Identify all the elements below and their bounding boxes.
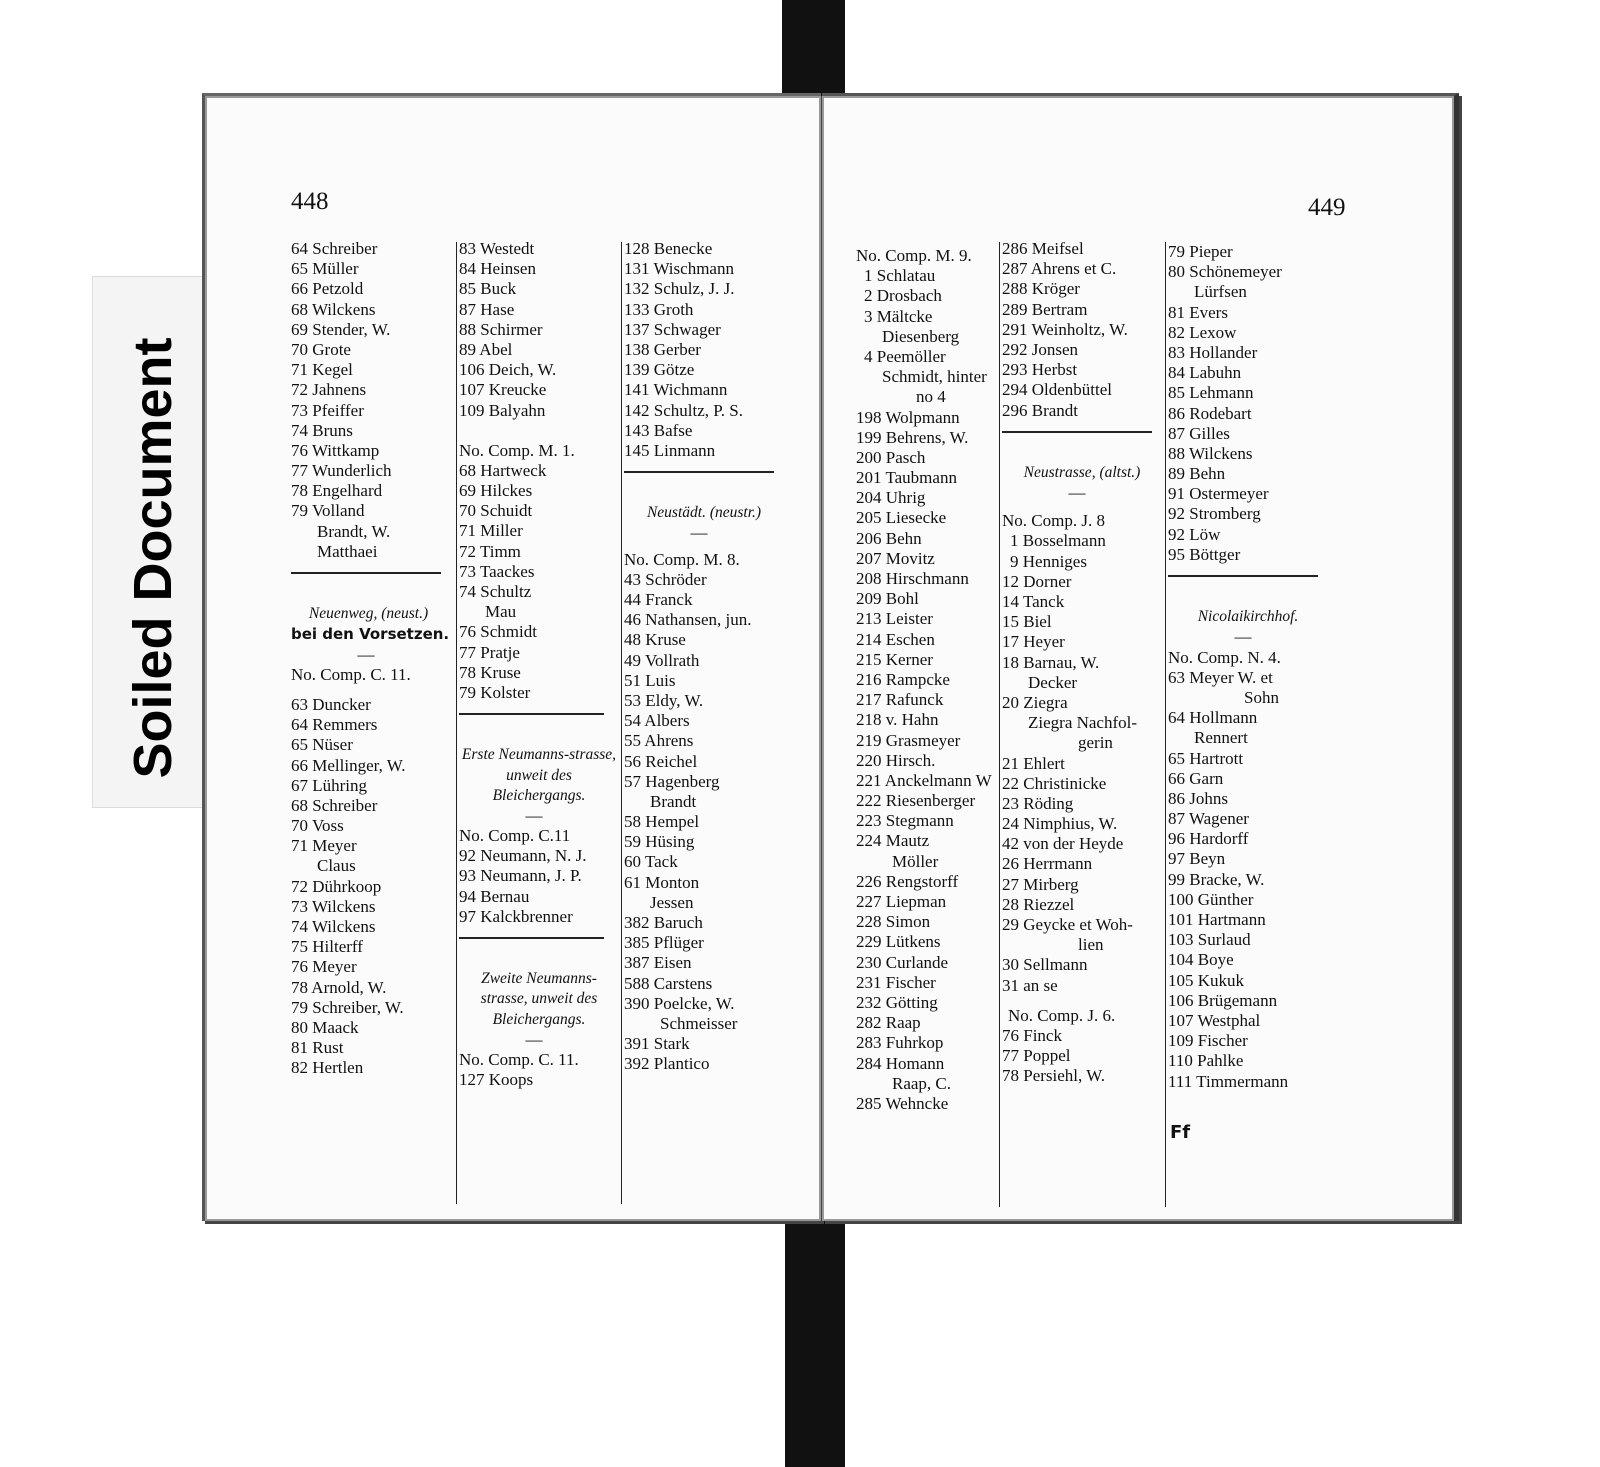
compartment-header: No. Comp. J. 6. xyxy=(1008,1005,1116,1025)
spacer xyxy=(459,421,619,441)
column-divider xyxy=(1165,242,1166,1207)
entry: 2 Drosbach xyxy=(864,286,942,306)
entry: 44 Franck xyxy=(624,590,693,610)
entry-continuation: Decker xyxy=(1028,672,1078,692)
entry: 214 Eschen xyxy=(856,629,935,649)
left-page xyxy=(202,93,821,1221)
entry: 66 Mellinger, W. xyxy=(291,755,406,775)
entry: 79 Kolster xyxy=(459,682,531,702)
entry: 14 Tanck xyxy=(1002,592,1065,612)
entry-continuation: Rennert xyxy=(1194,728,1248,748)
entry: 232 Götting xyxy=(856,992,938,1012)
entry-continuation: Mau xyxy=(485,602,517,622)
label-text: Soiled Document xyxy=(123,337,183,779)
entry: 87 Gilles xyxy=(1168,423,1230,443)
entry: 74 Schultz xyxy=(459,582,532,601)
entry: 138 Gerber xyxy=(624,339,701,359)
entry: 392 Plantico xyxy=(624,1054,710,1074)
entry: 216 Rampcke xyxy=(856,669,950,689)
entry: 73 Wilckens xyxy=(291,896,376,916)
section-dash: — xyxy=(1234,627,1252,647)
entry: 107 Kreucke xyxy=(459,380,547,400)
entry: 57 Hagenberg xyxy=(624,771,720,791)
entry: 105 Kukuk xyxy=(1168,970,1245,990)
column-divider xyxy=(456,242,457,1204)
entry: 72 Jahnens xyxy=(291,380,367,400)
entry: 84 Heinsen xyxy=(459,259,536,279)
entry: 12 Dorner xyxy=(1002,571,1072,591)
section-title: Neustrasse, (altst.) xyxy=(1023,463,1141,481)
entry: 219 Grasmeyer xyxy=(856,730,961,750)
entry: 76 Finck xyxy=(1002,1025,1062,1045)
entry: 77 Pratje xyxy=(459,642,520,662)
entry: 293 Herbst xyxy=(1002,360,1078,380)
entry: 92 Neumann, N. J. xyxy=(459,846,587,866)
entry: 109 Fischer xyxy=(1168,1031,1248,1051)
spacer xyxy=(1002,503,1162,511)
entry: 92 Löw xyxy=(1168,524,1221,544)
entry-continuation: Schmeisser xyxy=(660,1013,738,1033)
entry: 78 Persiehl, W. xyxy=(1002,1066,1105,1086)
entry: 70 Grote xyxy=(291,339,351,359)
section-title: Neustädt. (neustr.) xyxy=(646,504,762,522)
entry: 127 Koops xyxy=(459,1070,534,1090)
entry: 92 Stromberg xyxy=(1168,504,1261,524)
section-dash: — xyxy=(525,805,543,825)
entry: 287 Ahrens et C. xyxy=(1002,259,1117,279)
column-divider xyxy=(999,242,1000,1207)
entry: 69 Hilckes xyxy=(459,481,533,501)
entry-continuation: Sohn xyxy=(1244,687,1279,707)
entry: 71 Kegel xyxy=(291,360,353,380)
entry: 83 Westedt xyxy=(459,239,535,258)
compartment-header: No. Comp. M. 9. xyxy=(856,246,972,265)
right-page xyxy=(822,93,1459,1221)
entry: 60 Tack xyxy=(624,852,678,872)
entry: 224 Mautz xyxy=(856,831,930,851)
entry: 82 Lexow xyxy=(1168,322,1237,342)
entry: 64 Remmers xyxy=(291,715,378,735)
entry: 71 Miller xyxy=(459,521,523,541)
section-rule xyxy=(624,471,774,493)
entry: 110 Pahlke xyxy=(1168,1051,1244,1071)
compartment-header: No. Comp. C. 11. xyxy=(291,664,411,684)
section-rule xyxy=(1002,431,1152,453)
entry: 96 Hardorff xyxy=(1168,829,1249,849)
entry: 18 Barnau, W. xyxy=(1002,652,1100,672)
entry: 54 Albers xyxy=(624,711,690,731)
entry: 27 Mirberg xyxy=(1002,874,1079,894)
entry: 78 Kruse xyxy=(459,662,521,682)
entry: 30 Sellmann xyxy=(1002,955,1088,975)
entry: 286 Meifsel xyxy=(1002,239,1084,258)
entry: 107 Westphal xyxy=(1168,1010,1261,1030)
entry: 221 Anckelmann W xyxy=(856,770,992,790)
entry: 71 Meyer xyxy=(291,836,357,856)
entry-continuation: Schmidt, hinter xyxy=(882,367,987,387)
right-col-2 xyxy=(1002,239,1162,1087)
entry: 58 Hempel xyxy=(624,812,700,832)
entry: 204 Uhrig xyxy=(856,488,926,508)
entry: 128 Benecke xyxy=(624,239,713,258)
entry: 142 Schultz, P. S. xyxy=(624,400,744,420)
entry: 17 Heyer xyxy=(1002,632,1065,652)
entry: 141 Wichmann xyxy=(624,380,728,400)
entry: 208 Hirschmann xyxy=(856,569,969,588)
entry: 4 Peemöller xyxy=(864,346,946,366)
entry: 296 Brandt xyxy=(1002,400,1079,420)
entry: 31 an se xyxy=(1002,975,1058,995)
entry: 28 Riezzel xyxy=(1002,894,1075,914)
entry: 82 Hertlen xyxy=(291,1058,364,1078)
entry: 9 Henniges xyxy=(1010,551,1087,571)
entry: 81 Evers xyxy=(1168,302,1228,322)
entry: 55 Ahrens xyxy=(624,731,694,751)
entry: 80 Schönemeyer xyxy=(1168,262,1282,282)
compartment-header: No. Comp. M. 1. xyxy=(459,440,575,460)
entry: 70 Voss xyxy=(291,816,344,836)
entry: 198 Wolpmann xyxy=(856,407,960,427)
section-rule xyxy=(1168,575,1318,597)
entry: 79 Pieper xyxy=(1168,242,1233,261)
spacer xyxy=(291,685,446,695)
entry: 213 Leister xyxy=(856,609,933,629)
entry: 85 Buck xyxy=(459,279,517,299)
entry: 87 Hase xyxy=(459,299,515,319)
section-rule xyxy=(459,713,604,735)
entry: 53 Eldy, W. xyxy=(624,690,704,710)
entry: 145 Linmann xyxy=(624,440,716,460)
entry: 24 Nimphius, W. xyxy=(1002,814,1118,834)
entry: 390 Poelcke, W. xyxy=(624,993,735,1013)
entry: 61 Monton xyxy=(624,872,700,892)
entry: 285 Wehncke xyxy=(856,1093,949,1113)
entry: 65 Hartrott xyxy=(1168,748,1244,768)
entry: 1 Bosselmann xyxy=(1010,531,1106,551)
entry: 387 Eisen xyxy=(624,953,692,973)
entry: 382 Baruch xyxy=(624,913,703,933)
entry: 88 Wilckens xyxy=(1168,443,1253,463)
entry: 79 Schreiber, W. xyxy=(291,997,404,1017)
section-dash: — xyxy=(525,1029,543,1049)
compartment-header: No. Comp. J. 8 xyxy=(1002,511,1105,531)
entry: 209 Bohl xyxy=(856,589,919,609)
left-col-3 xyxy=(624,239,784,1075)
entry-continuation: gerin xyxy=(1078,733,1113,753)
entry: 75 Hilterff xyxy=(291,937,363,957)
section-dash: — xyxy=(690,523,708,543)
entry: 227 Liepman xyxy=(856,892,947,911)
entry: 106 Deich, W. xyxy=(459,360,557,380)
section-title: Neuenweg, (neust.) xyxy=(308,605,429,623)
entry: 43 Schröder xyxy=(624,569,707,589)
entry: 111 Timmermann xyxy=(1168,1071,1289,1091)
section-rule xyxy=(459,937,604,959)
entry: 46 Nathansen, jun. xyxy=(624,610,752,630)
entry: 104 Boye xyxy=(1168,950,1234,970)
entry-continuation: Diesenberg xyxy=(882,326,960,346)
entry-continuation: no 4 xyxy=(916,387,946,407)
entry: 3 Mältcke xyxy=(864,306,933,326)
entry: 143 Bafse xyxy=(624,420,693,440)
page-number-left: 448 xyxy=(291,188,329,215)
entry: 391 Stark xyxy=(624,1034,690,1054)
entry: 218 v. Hahn xyxy=(856,710,939,730)
entry: 63 Duncker xyxy=(291,694,371,714)
entry: 207 Movitz xyxy=(856,548,935,568)
entry: 49 Vollrath xyxy=(624,650,700,670)
entry: 68 Wilckens xyxy=(291,299,376,319)
entry: 201 Taubmann xyxy=(856,468,957,488)
entry-continuation: Claus xyxy=(317,856,356,876)
entry: 200 Pasch xyxy=(856,447,926,467)
entry-continuation: lien xyxy=(1078,935,1104,955)
entry: 65 Müller xyxy=(291,259,359,279)
compartment-header: No. Comp. C. 11. xyxy=(459,1050,579,1070)
entry: 76 Schmidt xyxy=(459,622,537,642)
entry: 230 Curlande xyxy=(856,952,949,972)
entry: 289 Bertram xyxy=(1002,299,1088,319)
entry: 97 Kalckbrenner xyxy=(459,906,573,926)
compartment-header: No. Comp. N. 4. xyxy=(1168,647,1281,667)
entry: 284 Homann xyxy=(856,1053,945,1073)
entry: 70 Schuidt xyxy=(459,501,533,521)
binding-strip-top xyxy=(782,0,845,103)
entry: 23 Röding xyxy=(1002,793,1074,813)
entry: 292 Jonsen xyxy=(1002,339,1079,359)
compartment-header: No. Comp. M. 8. xyxy=(624,549,740,569)
entry: 229 Lütkens xyxy=(856,932,941,952)
entry: 79 Volland xyxy=(291,501,365,521)
entry: 91 Ostermeyer xyxy=(1168,484,1269,504)
section-title: Erste Neumanns-strasse, unweit des Bleichergangs. xyxy=(461,746,617,804)
entry: 73 Pfeiffer xyxy=(291,400,364,420)
entry: 72 Timm xyxy=(459,541,521,561)
entry: 66 Petzold xyxy=(291,279,364,299)
column-divider xyxy=(621,242,622,1204)
entry: 64 Schreiber xyxy=(291,239,378,258)
entry: 97 Beyn xyxy=(1168,849,1226,869)
entry: 205 Liesecke xyxy=(856,508,947,528)
entry: 20 Ziegra xyxy=(1002,692,1068,712)
entry: 77 Poppel xyxy=(1002,1046,1071,1066)
entry: 78 Engelhard xyxy=(291,481,383,501)
entry: 84 Labuhn xyxy=(1168,363,1242,383)
entry: 15 Biel xyxy=(1002,612,1052,632)
section-subtitle: bei den Vorsetzen. xyxy=(291,625,450,644)
entry: 76 Meyer xyxy=(291,957,357,977)
entry: 86 Rodebart xyxy=(1168,403,1252,423)
entry: 588 Carstens xyxy=(624,973,713,993)
entry: 66 Garn xyxy=(1168,768,1224,788)
entry: 222 Riesenberger xyxy=(856,791,976,811)
entry: 220 Hirsch. xyxy=(856,750,936,770)
entry: 73 Taackes xyxy=(459,561,535,581)
entry-continuation: Brandt xyxy=(650,791,697,811)
binding-strip-bottom xyxy=(785,1210,845,1467)
entry: 51 Luis xyxy=(624,670,676,690)
entry-continuation: Lürfsen xyxy=(1194,282,1247,302)
entry: 22 Christinicke xyxy=(1002,773,1107,793)
entry: 87 Wagener xyxy=(1168,809,1249,829)
entry: 78 Arnold, W. xyxy=(291,977,387,997)
entry: 226 Rengstorff xyxy=(856,871,959,891)
entry: 139 Götze xyxy=(624,360,695,380)
entry: 101 Hartmann xyxy=(1168,910,1266,930)
left-col-2 xyxy=(459,239,619,1090)
entry: 385 Pflüger xyxy=(624,933,704,953)
entry: 48 Kruse xyxy=(624,630,686,650)
entry: 288 Kröger xyxy=(1002,279,1080,299)
entry: 74 Bruns xyxy=(291,420,353,440)
compartment-header: No. Comp. C.11 xyxy=(459,826,571,846)
entry: 74 Wilckens xyxy=(291,917,376,937)
entry: 67 Lühring xyxy=(291,775,368,795)
entry: 283 Fuhrkop xyxy=(856,1033,944,1053)
entry: 29 Geycke et Woh- xyxy=(1002,915,1133,935)
entry: 199 Behrens, W. xyxy=(856,427,969,447)
section-rule xyxy=(291,572,441,594)
entry: 80 Maack xyxy=(291,1017,359,1037)
entry: 215 Kerner xyxy=(856,649,933,669)
entry: 99 Bracke, W. xyxy=(1168,869,1265,889)
entry: 89 Abel xyxy=(459,339,513,359)
entry: 133 Groth xyxy=(624,299,694,319)
left-col-1 xyxy=(291,239,450,1079)
entry: 86 Johns xyxy=(1168,788,1228,808)
section-dash: — xyxy=(357,644,375,664)
entry: 59 Hüsing xyxy=(624,832,695,852)
entry: 94 Bernau xyxy=(459,886,530,906)
entry: 282 Raap xyxy=(856,1013,921,1033)
section-dash: — xyxy=(1068,483,1086,503)
entry: 72 Dührkoop xyxy=(291,876,382,896)
entry: 217 Rafunck xyxy=(856,690,944,710)
entry: 291 Weinholtz, W. xyxy=(1002,319,1128,339)
entry: 69 Stender, W. xyxy=(291,319,391,339)
entry-continuation: Ziegra Nachfol- xyxy=(1028,713,1138,733)
entry-continuation: Möller xyxy=(892,851,939,871)
entry: 65 Nüser xyxy=(291,735,353,755)
entry: 228 Simon xyxy=(856,912,931,932)
signature-mark: Ff xyxy=(1170,1122,1191,1143)
entry-continuation: Jessen xyxy=(650,892,694,912)
entry: 131 Wischmann xyxy=(624,259,734,279)
entry: 1 Schlatau xyxy=(864,266,936,286)
page-number-right: 449 xyxy=(1308,194,1346,221)
entry: 21 Ehlert xyxy=(1002,753,1065,773)
soiled-document-label xyxy=(92,276,214,808)
entry: 42 von der Heyde xyxy=(1002,834,1124,854)
entry: 132 Schulz, J. J. xyxy=(624,279,735,299)
entry-continuation: Brandt, W. xyxy=(317,521,391,541)
entry: 26 Herrmann xyxy=(1002,854,1093,874)
section-title: Zweite Neumanns-strasse, unweit des Bleichergangs. xyxy=(480,970,598,1028)
entry: 68 Schreiber xyxy=(291,795,378,815)
entry: 85 Lehmann xyxy=(1168,383,1254,403)
right-col-1 xyxy=(856,246,992,1114)
entry: 206 Behn xyxy=(856,528,922,548)
spacer xyxy=(1002,996,1162,1006)
entry: 63 Meyer W. et xyxy=(1168,667,1273,687)
entry: 93 Neumann, J. P. xyxy=(459,866,582,886)
entry-continuation: Raap, C. xyxy=(892,1073,952,1093)
entry: 103 Surlaud xyxy=(1168,930,1251,950)
entry: 68 Hartweck xyxy=(459,460,547,480)
right-col-3 xyxy=(1168,242,1328,1092)
section-title: Nicolaikirchhof. xyxy=(1197,608,1299,626)
entry-continuation: Matthaei xyxy=(317,541,378,561)
entry: 100 Günther xyxy=(1168,889,1254,909)
entry: 294 Oldenbüttel xyxy=(1002,380,1113,400)
entry: 95 Böttger xyxy=(1168,544,1241,564)
entry: 88 Schirmer xyxy=(459,319,543,339)
entry: 89 Behn xyxy=(1168,464,1226,484)
entry: 56 Reichel xyxy=(624,751,698,771)
entry: 106 Brügemann xyxy=(1168,990,1278,1010)
entry: 76 Wittkamp xyxy=(291,440,380,460)
entry: 137 Schwager xyxy=(624,319,721,339)
entry: 77 Wunderlich xyxy=(291,461,392,481)
entry: 83 Hollander xyxy=(1168,342,1258,362)
entry: 109 Balyahn xyxy=(459,400,546,420)
entry: 81 Rust xyxy=(291,1038,344,1058)
entry: 64 Hollmann xyxy=(1168,708,1258,728)
entry: 223 Stegmann xyxy=(856,811,954,831)
entry: 231 Fischer xyxy=(856,972,936,992)
